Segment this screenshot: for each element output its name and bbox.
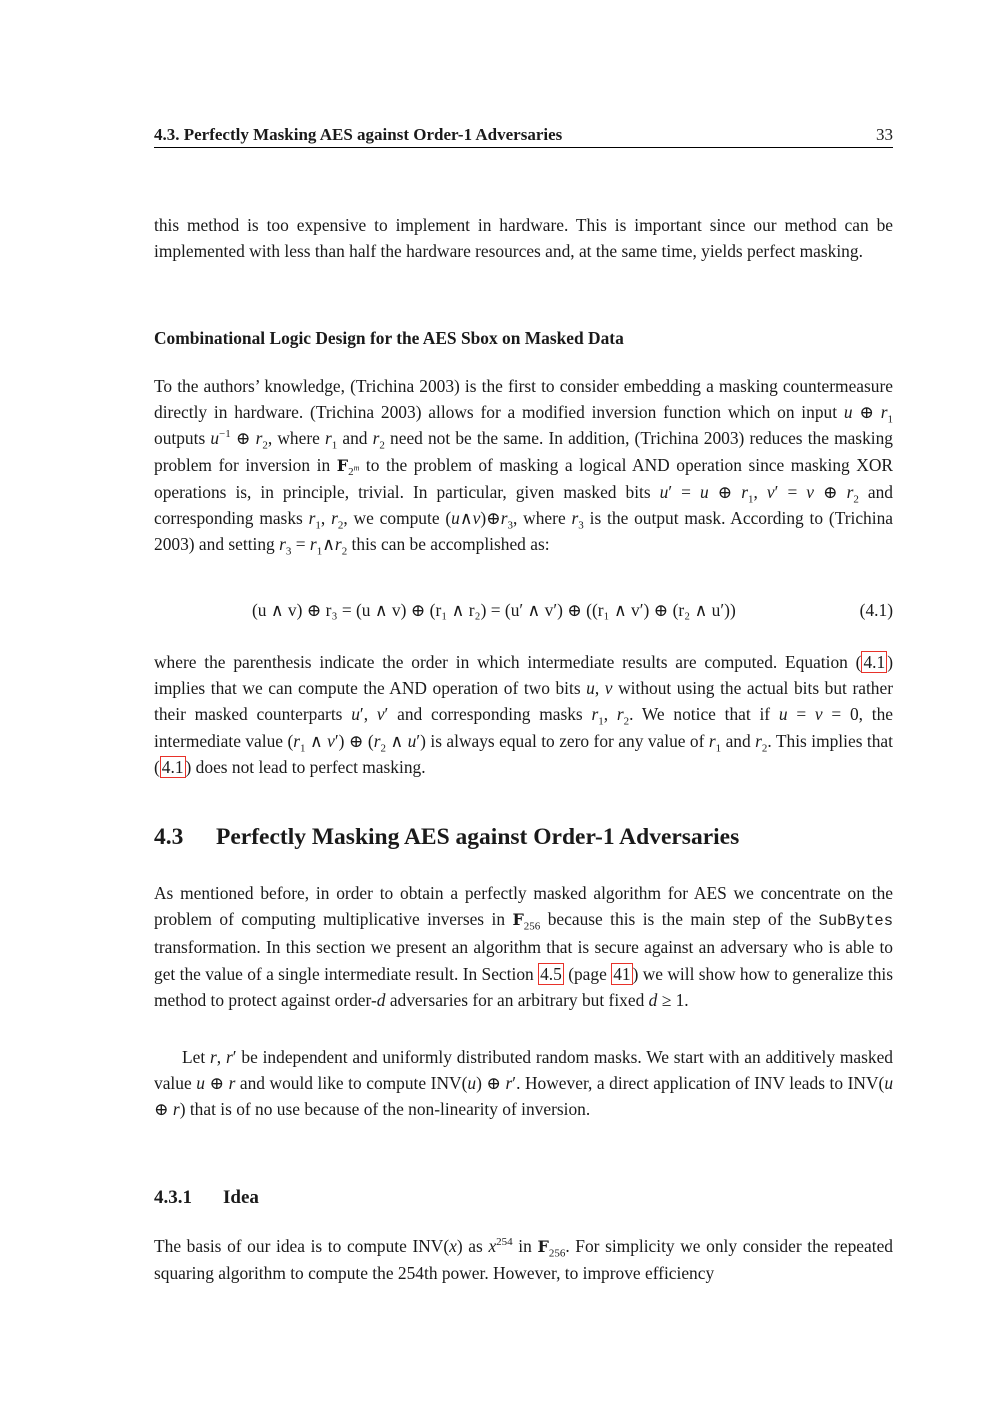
equation-expression: (u ∧ v) ⊕ r₃ = (u ∧ v) ⊕ (r₁ ∧ r₂) = (u′ ∧ v′) ⊕ ((r₁ ∧ v′) ⊕ (r₂ ∧ u′)) <box>252 600 736 620</box>
equation-number: (4.1) <box>859 600 893 620</box>
subsection-heading <box>154 1187 893 1209</box>
running-head-title: 4.3. Perfectly Masking AES against Order-1 Adversaries <box>154 125 563 144</box>
intro-paragraph: this method is too expensive to implement in hardware. This is important since our method can be implemented with less than half the hardware resources and, at the same time, yields perfect masking. <box>154 215 893 262</box>
equation-4-1 <box>154 600 893 630</box>
section-paragraph-2: Let r, r′ be independent and uniformly distributed random masks. We start with an additively masked value u ⊕ r and would like to compute INV(u) ⊕ r′. However, a direct application of INV leads to INV(u ⊕ r) that is of no use because of the non-linearity of inversion. <box>154 1047 894 1120</box>
page-number: 33 <box>876 125 893 144</box>
equation-ref-link[interactable]: 4.1 <box>863 652 886 672</box>
subsection-number: 4.3.1 <box>154 1187 192 1208</box>
after-equation-paragraph: where the parenthesis indicate the order in which intermediate results are computed. Equation ( 4.1 ) implies that we can compute the AND operation of two bits u, v without using the actual bits but rather their masked counterparts u′, v′ and corresponding masks $r_1$, $r_2$. We notice that if u = v = 0, the intermediate value ($r_1$ ∧ v′) ⊕ ($r_2$ ∧ u′) is always equal to zero for any value of $r_1$ and $r_2$. This implies that ( 4.1 ) does not lead to perfect masking. <box>154 652 893 777</box>
section-paragraph-1: As mentioned before, in order to obtain a perfectly masked algorithm for AES we concentrate on the problem of computing multiplicative inverses in $F_{256}$ because this is the main step of the SubBytes transformation. In this section we present an algorithm that is secure against an adversary who is able to get the value of a single intermediate result. In Section 4.5 (page 41 ) we will show how to generalize this method to protect against order-d adversaries for an arbitrary but fixed d ≥ 1. <box>154 883 893 1010</box>
section-number: 4.3 <box>154 824 184 850</box>
idea-paragraph: The basis of our idea is to compute INV(x) as $x^{254}$ in $F_{256}$. For simplicity we only consider the repeated squaring algorithm to compute the 254th power. However, to improve efficiency <box>154 1236 893 1284</box>
section-heading <box>154 824 893 851</box>
trichina-paragraph: To the authors’ knowledge, (Trichina 2003) is the first to consider embedding a masking countermeasure directly in hardware. (Trichina 2003) allows for a modified inversion function which on input u ⊕ $r_1$ outputs $u^{-1}$ ⊕ $r_2$, where $r_1$ and $r_2$ need not be the same. In addition, (Trichina 2003) reduces the masking problem for inversion in $F_{2^m}$ to the problem of masking a logical AND operation since masking XOR operations is, in principle, trivial. In particular, given masked bits u′ = u ⊕ $r_1$, v′ = v ⊕ $r_2$ and corresponding masks $r_1$, $r_2$, we compute $(u\wedge v)\oplus r_3$, where $r_3$ is the output mask. According to (Trichina 2003) and setting $r_3$ = $r_1\wedge r_2$ this can be accomplished as: <box>154 376 893 558</box>
section-ref-link[interactable]: 4.5 <box>540 963 562 984</box>
paragraph-heading: Combinational Logic Design for the AES Sbox on Masked Data <box>154 328 624 348</box>
page-ref-link[interactable]: 41 <box>613 963 631 984</box>
section-title: Perfectly Masking AES against Order-1 Adversaries <box>216 824 740 850</box>
subsection-title: Idea <box>223 1187 259 1208</box>
running-head <box>154 125 893 148</box>
subbytes-code: SubBytes <box>818 912 893 931</box>
equation-ref-link-2[interactable]: 4.1 <box>161 756 184 777</box>
